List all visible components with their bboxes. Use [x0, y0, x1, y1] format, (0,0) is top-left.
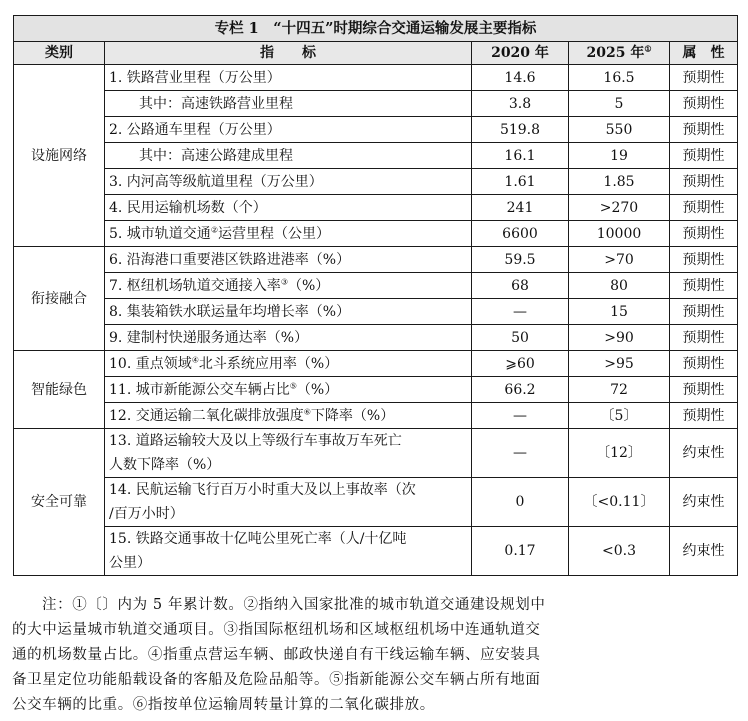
footnote: [12, 593, 732, 718]
value-2025: 80: [569, 273, 670, 299]
attribute-cell: 预期性: [670, 325, 738, 351]
value-2020: 0.17: [472, 527, 569, 576]
table-row: [14, 403, 738, 429]
table-row: [14, 478, 738, 527]
header-indicator: 指 标: [105, 42, 472, 65]
indicator-text: 7. 枢纽机场轨道交通接入率: [109, 277, 281, 294]
indicator-text: 运营里程（公里）: [217, 225, 330, 242]
value-2020: —: [472, 403, 569, 429]
value-2020: 68: [472, 273, 569, 299]
footnote-line: 备卫星定位功能船载设备的客船及危险品船等。⑤指新能源公交车辆占所有地面: [12, 672, 541, 688]
indicator-line: 15. 铁路交通事故十亿吨公里死亡率（人/十亿吨: [109, 531, 407, 547]
header-category: 类别: [14, 42, 105, 65]
value-2020: ⩾60: [472, 351, 569, 377]
table-row: [14, 169, 738, 195]
table-row: [14, 351, 738, 377]
value-2025: 〔<0.11〕: [569, 478, 670, 527]
value-2025: >95: [569, 351, 670, 377]
indicator-cell: [105, 527, 472, 576]
table-row: [14, 143, 738, 169]
indicator-line: 公里）: [109, 555, 151, 571]
value-2020: 1.61: [472, 169, 569, 195]
value-2025: 15: [569, 299, 670, 325]
header-2025: [569, 42, 670, 65]
indicator-cell: 8. 集装箱铁水联运量年均增长率（%）: [105, 299, 472, 325]
category-cell: 安全可靠: [14, 429, 105, 576]
value-2025: 1.85: [569, 169, 670, 195]
value-2020: 0: [472, 478, 569, 527]
indicator-cell: [105, 478, 472, 527]
indicator-cell: [105, 273, 472, 299]
value-2020: 16.1: [472, 143, 569, 169]
value-2025: 〔12〕: [569, 429, 670, 478]
value-2020: 519.8: [472, 117, 569, 143]
attribute-cell: 预期性: [670, 351, 738, 377]
footnote-mark: ①: [644, 43, 652, 54]
indicators-table: [13, 15, 738, 576]
category-cell: 衔接融合: [14, 247, 105, 351]
indicator-text: 10. 重点领域: [109, 355, 192, 372]
category-cell: 设施网络: [14, 65, 105, 247]
indicator-text: （%）: [296, 381, 339, 398]
indicator-cell: 6. 沿海港口重要港区铁路进港率（%）: [105, 247, 472, 273]
value-2025: 16.5: [569, 65, 670, 91]
value-2025: 5: [569, 91, 670, 117]
indicator-cell: 9. 建制村快递服务通达率（%）: [105, 325, 472, 351]
indicator-cell: 其中：高速公路建成里程: [105, 143, 472, 169]
table-row: [14, 117, 738, 143]
indicator-text: （%）: [287, 277, 330, 294]
indicator-cell: [105, 429, 472, 478]
header-2025-label: 2025 年: [586, 45, 645, 61]
indicator-line: 人数下降率（%）: [109, 457, 221, 473]
footnote-mark: ⑤: [289, 380, 297, 390]
indicator-line: 13. 道路运输较大及以上等级行车事故万车死亡: [109, 433, 402, 449]
indicator-cell: [105, 377, 472, 403]
footnote-mark: ⑥: [303, 406, 311, 416]
attribute-cell: 约束性: [670, 429, 738, 478]
table-row: [14, 273, 738, 299]
indicator-cell: 其中：高速铁路营业里程: [105, 91, 472, 117]
attribute-cell: 预期性: [670, 403, 738, 429]
value-2020: 66.2: [472, 377, 569, 403]
table-row: [14, 65, 738, 91]
footnote-line: 公交车辆的比重。⑥指按单位运输周转量计算的二氧化碳排放。: [12, 697, 435, 713]
value-2020: 241: [472, 195, 569, 221]
table-row: [14, 429, 738, 478]
footnote-line: 注：①〔〕内为 5 年累计数。②指纳入国家批准的城市轨道交通建设规划中: [42, 597, 546, 613]
indicator-text: 下降率（%）: [310, 407, 395, 424]
table-row: [14, 325, 738, 351]
header-2020: 2020 年: [472, 42, 569, 65]
attribute-cell: 预期性: [670, 169, 738, 195]
value-2025: >70: [569, 247, 670, 273]
category-cell: 智能绿色: [14, 351, 105, 429]
value-2025: 〔5〕: [569, 403, 670, 429]
attribute-cell: 预期性: [670, 91, 738, 117]
attribute-cell: 预期性: [670, 117, 738, 143]
indicator-line: 14. 民航运输飞行百万小时重大及以上事故率（次: [109, 482, 416, 498]
value-2025: 550: [569, 117, 670, 143]
indicator-cell: 4. 民用运输机场数（个）: [105, 195, 472, 221]
indicator-cell: 1. 铁路营业里程（万公里）: [105, 65, 472, 91]
indicator-text: 5. 城市轨道交通: [109, 225, 211, 242]
indicator-cell: [105, 403, 472, 429]
attribute-cell: 预期性: [670, 221, 738, 247]
value-2020: 3.8: [472, 91, 569, 117]
indicator-text: 12. 交通运输二氧化碳排放强度: [109, 407, 304, 424]
table-title: 专栏 1 “十四五”时期综合交通运输发展主要指标: [14, 16, 738, 42]
value-2025: 19: [569, 143, 670, 169]
attribute-cell: 约束性: [670, 478, 738, 527]
footnote-mark: ③: [280, 276, 288, 286]
indicator-cell: 2. 公路通车里程（万公里）: [105, 117, 472, 143]
attribute-cell: 预期性: [670, 377, 738, 403]
indicator-line: /百万小时）: [109, 506, 184, 522]
value-2020: 50: [472, 325, 569, 351]
value-2020: 14.6: [472, 65, 569, 91]
indicator-text: 11. 城市新能源公交车辆占比: [109, 381, 290, 398]
header-attribute: 属 性: [670, 42, 738, 65]
value-2020: 6600: [472, 221, 569, 247]
table-row: [14, 221, 738, 247]
attribute-cell: 预期性: [670, 273, 738, 299]
value-2025: 10000: [569, 221, 670, 247]
value-2025: >270: [569, 195, 670, 221]
indicator-cell: [105, 221, 472, 247]
indicator-cell: [105, 351, 472, 377]
attribute-cell: 预期性: [670, 247, 738, 273]
attribute-cell: 预期性: [670, 299, 738, 325]
attribute-cell: 预期性: [670, 195, 738, 221]
table-row: [14, 195, 738, 221]
value-2020: 59.5: [472, 247, 569, 273]
indicator-text: 北斗系统应用率（%）: [198, 355, 339, 372]
footnote-line: 通的机场数量占比。④指重点营运车辆、邮政快递自有干线运输车辆、应安装具: [12, 647, 541, 663]
footnote-line: 的大中运量城市轨道交通项目。③指国际枢纽机场和区域枢纽机场中连通轨道交: [12, 622, 541, 638]
value-2020: —: [472, 299, 569, 325]
value-2025: 72: [569, 377, 670, 403]
footnote-mark: ②: [210, 224, 218, 234]
table-row: [14, 247, 738, 273]
value-2025: <0.3: [569, 527, 670, 576]
value-2020: —: [472, 429, 569, 478]
indicator-cell: 3. 内河高等级航道里程（万公里）: [105, 169, 472, 195]
footnote-mark: ④: [191, 354, 199, 364]
table-row: [14, 527, 738, 576]
attribute-cell: 预期性: [670, 65, 738, 91]
value-2025: >90: [569, 325, 670, 351]
table-row: [14, 91, 738, 117]
table-row: [14, 377, 738, 403]
table-row: [14, 299, 738, 325]
attribute-cell: 预期性: [670, 143, 738, 169]
attribute-cell: 约束性: [670, 527, 738, 576]
